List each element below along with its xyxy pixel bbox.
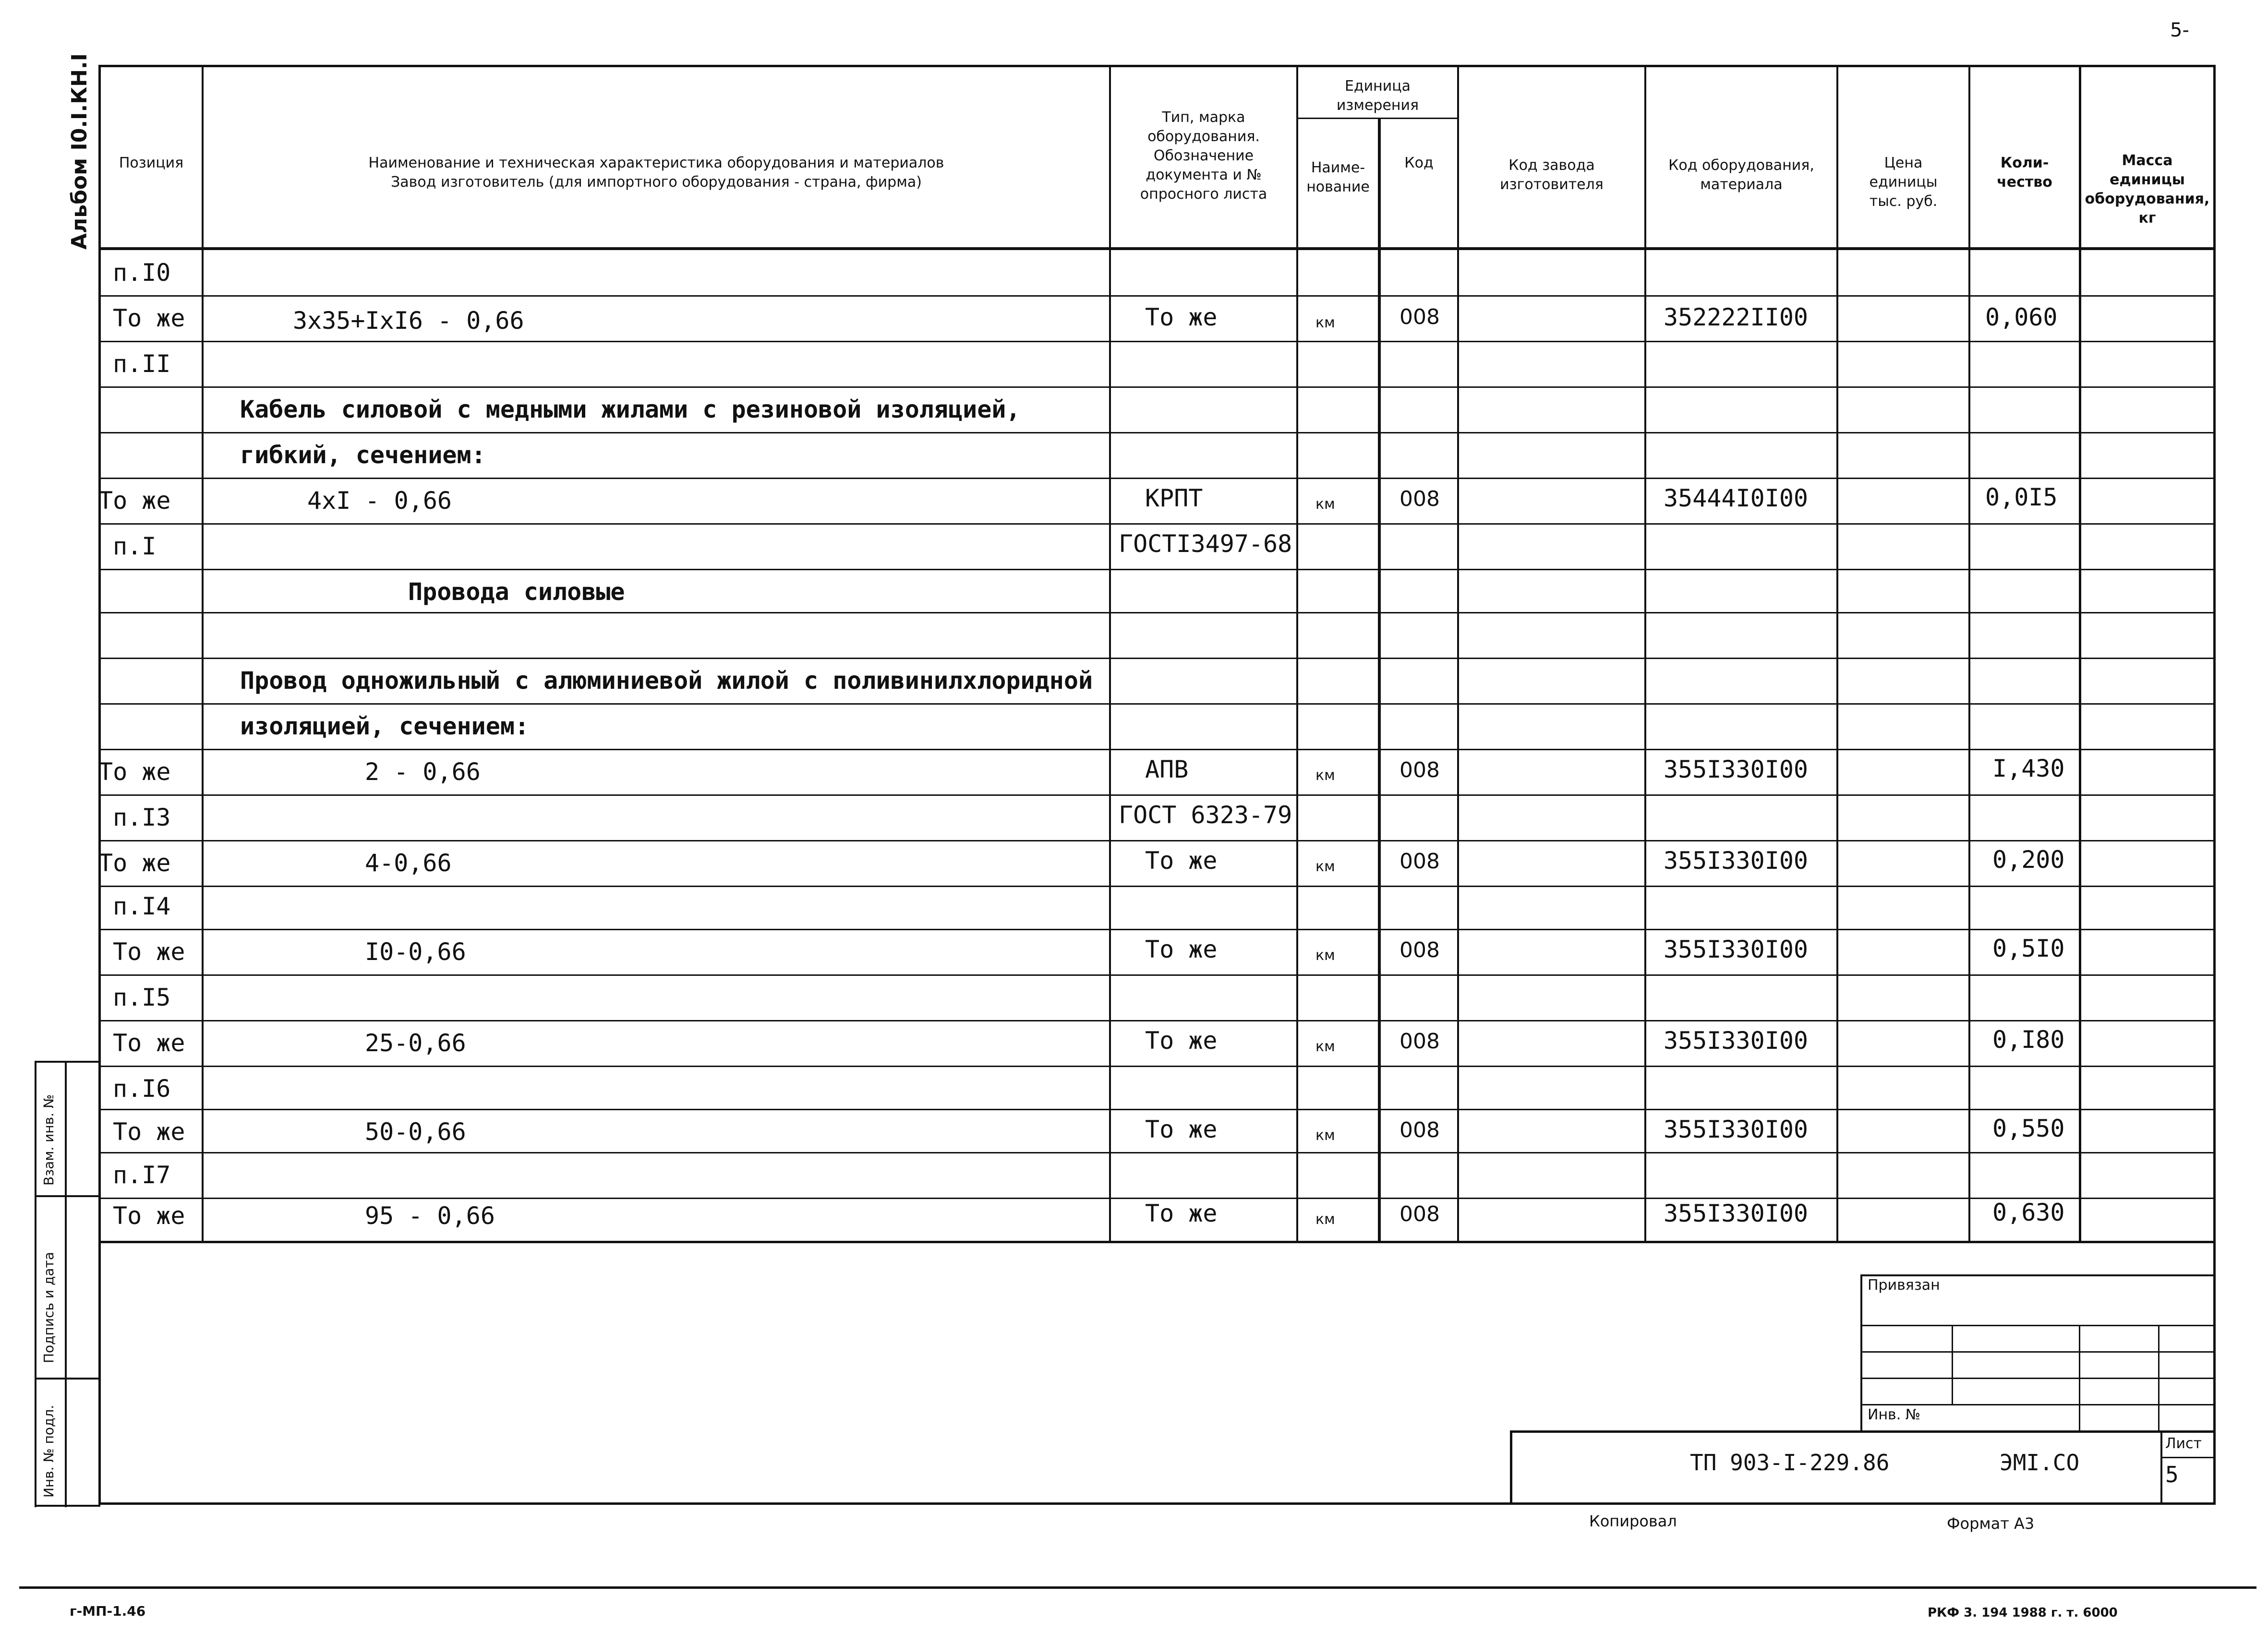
header-unit-l1: Единица: [1344, 78, 1411, 95]
row-unit: км: [1315, 1038, 1335, 1055]
row-qty: 0,0I5: [1985, 483, 2058, 511]
row-code: 008: [1399, 849, 1440, 874]
print-info: РКФ 3. 194 1988 г. т. 6000: [1928, 1606, 2118, 1620]
header-type-l5: опросного листа: [1140, 186, 1267, 203]
header-unit-name: [1298, 158, 1378, 197]
row-type: ГОСТI3497-68: [1119, 530, 1292, 558]
header-price-l3: тыс. руб.: [1869, 193, 1938, 210]
row-equip-code: 355I330I00: [1664, 1116, 1809, 1143]
footer-rule: [19, 1586, 2256, 1589]
row-position: То же: [98, 758, 171, 786]
header-name: [204, 154, 1109, 192]
header-mass: [2081, 151, 2213, 228]
row-position: п.I0: [113, 259, 171, 287]
row-code: 008: [1399, 1029, 1440, 1054]
header-factory-code: [1459, 156, 1644, 194]
row-code: 008: [1399, 758, 1440, 782]
row-position: п.I: [113, 532, 157, 560]
row-qty: 0,I80: [1992, 1026, 2065, 1054]
row-position: То же: [113, 304, 185, 332]
row-name: изоляцией, сечением:: [240, 712, 530, 740]
row-qty: 0,630: [1992, 1199, 2065, 1226]
header-type-l3: Обозначение: [1153, 147, 1254, 164]
row-name: 4хI - 0,66: [307, 487, 452, 515]
row-qty: 0,550: [1992, 1115, 2065, 1142]
header-price-l2: единицы: [1869, 174, 1938, 191]
header-equip-l2: материала: [1700, 176, 1783, 193]
header-equip-code: [1646, 156, 1836, 194]
row-position: То же: [113, 1029, 185, 1057]
row-name: Провод одножильный с алюминиевой жилой с поливинилхлоридной: [240, 667, 1093, 695]
row-type: КРПТ: [1145, 484, 1203, 512]
header-name-line2: Завод изготовитель (для импортного оборудования - страна, фирма): [391, 174, 922, 191]
header-position: Позиция: [119, 155, 184, 171]
row-qty: 0,5I0: [1992, 935, 2065, 962]
row-position: п.I7: [113, 1161, 171, 1189]
header-unit-l2: измерения: [1336, 97, 1419, 114]
sheet-label: Лист: [2165, 1435, 2202, 1452]
row-unit: км: [1315, 1211, 1335, 1228]
row-unit: км: [1315, 496, 1335, 513]
row-name: 95 - 0,66: [365, 1202, 495, 1230]
document-code: ТП 903-I-229.86: [1690, 1450, 1890, 1476]
row-position: п.I6: [113, 1075, 171, 1103]
linked-label: Привязан: [1868, 1277, 1940, 1294]
row-position: То же: [98, 487, 171, 515]
inv-label: Инв. №: [1868, 1406, 1921, 1423]
row-equip-code: 355I330I00: [1664, 847, 1809, 875]
header-mass-l4: кг: [2138, 210, 2156, 227]
row-name: гибкий, сечением:: [240, 441, 486, 469]
album-label: Альбом I0.I.КН.I: [67, 53, 92, 250]
row-position: То же: [113, 938, 185, 966]
row-code: 008: [1399, 1118, 1440, 1142]
row-position: п.II: [113, 350, 171, 378]
header-unit-group: [1298, 77, 1457, 115]
row-qty: 0,060: [1985, 303, 2058, 331]
row-qty: I,430: [1992, 755, 2065, 782]
stamp-signature-date: Подпись и дата: [41, 1252, 57, 1363]
row-type: То же: [1145, 1200, 1218, 1227]
row-position: То же: [113, 1202, 185, 1230]
row-unit: км: [1315, 1127, 1335, 1144]
header-mass-l1: Масса: [2122, 152, 2173, 169]
header-unit-name-l1: Наиме-: [1311, 159, 1365, 176]
row-type: То же: [1145, 1027, 1218, 1055]
corner-mark: 5-: [2170, 19, 2189, 41]
sheet-number: 5: [2165, 1462, 2179, 1488]
header-qty-l2: чество: [1997, 174, 2052, 191]
header-equip-l1: Код оборудования,: [1668, 157, 1814, 174]
header-qty: [1970, 154, 2079, 192]
header-price: [1838, 154, 1968, 211]
row-unit: км: [1315, 858, 1335, 875]
row-type: АПВ: [1145, 756, 1189, 783]
row-code: 008: [1399, 305, 1440, 329]
row-position: п.I4: [113, 892, 171, 920]
document-mark: ЭМI.CO: [2000, 1450, 2080, 1476]
header-mass-l2: единицы: [2110, 171, 2185, 188]
row-type: То же: [1145, 1116, 1218, 1143]
row-type: То же: [1145, 303, 1218, 331]
row-name: Кабель силовой с медными жилами с резиновой изоляцией,: [240, 396, 1021, 423]
row-unit: км: [1315, 947, 1335, 964]
row-type: То же: [1145, 847, 1218, 875]
row-code: 008: [1399, 1202, 1440, 1226]
row-unit: км: [1315, 314, 1335, 331]
row-position: п.I5: [113, 984, 171, 1011]
header-factory-l1: Код завода: [1508, 157, 1595, 174]
row-equip-code: 355I330I00: [1664, 1200, 1809, 1227]
row-position: п.I3: [113, 804, 171, 831]
row-name: 4-0,66: [365, 849, 452, 877]
row-code: 008: [1399, 487, 1440, 511]
header-name-line1: Наименование и техническая характеристика оборудования и материалов: [368, 155, 944, 171]
stamp-original-inv: Инв. № подл.: [41, 1404, 57, 1498]
row-equip-code: 355I330I00: [1664, 756, 1809, 783]
header-qty-l1: Коли-: [2000, 155, 2049, 171]
row-name: 3х35+IхI6 - 0,66: [293, 307, 524, 335]
row-unit: км: [1315, 767, 1335, 784]
copied-label: Копировал: [1589, 1512, 1677, 1530]
row-name: I0-0,66: [365, 938, 466, 966]
header-unit-code: Код: [1404, 155, 1434, 171]
row-code: 008: [1399, 938, 1440, 962]
header-factory-l2: изготовителя: [1500, 176, 1604, 193]
form-code: г-МП-1.46: [70, 1603, 146, 1619]
row-name: 2 - 0,66: [365, 758, 481, 786]
row-equip-code: 355I330I00: [1664, 936, 1809, 963]
stamp-replace-inv: Взам. инв. №: [41, 1094, 57, 1186]
row-qty: 0,200: [1992, 846, 2065, 874]
header-type-l1: Тип, марка: [1162, 109, 1245, 126]
row-equip-code: 352222II00: [1664, 303, 1809, 331]
row-equip-code: 35444I0I00: [1664, 484, 1809, 512]
header-price-l1: Цена: [1884, 155, 1923, 171]
row-equip-code: 355I330I00: [1664, 1027, 1809, 1055]
header-unit-name-l2: нование: [1306, 179, 1370, 195]
row-name: 50-0,66: [365, 1118, 466, 1146]
header-type-l4: документа и №: [1146, 167, 1262, 183]
row-position: То же: [98, 849, 171, 877]
header-type: [1111, 108, 1296, 204]
row-name: Провода силовые: [408, 578, 625, 606]
row-type: ГОСТ 6323-79: [1119, 801, 1292, 829]
row-position: То же: [113, 1118, 185, 1146]
row-name: 25-0,66: [365, 1029, 466, 1057]
header-mass-l3: оборудования,: [2085, 191, 2210, 207]
format-label: Формат А3: [1947, 1514, 2035, 1533]
header-type-l2: оборудования.: [1147, 128, 1260, 145]
row-type: То же: [1145, 936, 1218, 963]
